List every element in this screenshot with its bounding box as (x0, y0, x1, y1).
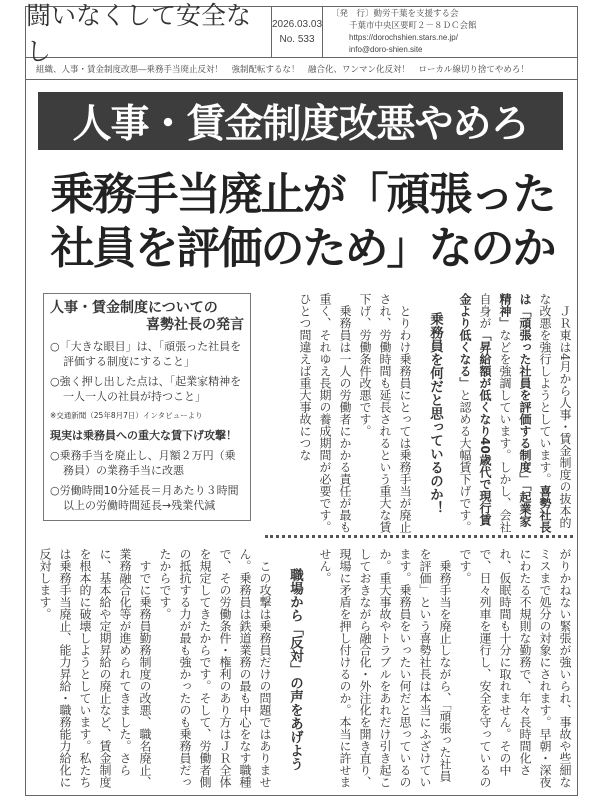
president-remarks-box (43, 293, 251, 521)
text: と認める大幅賃下げです。 (458, 389, 472, 533)
publisher-info (323, 7, 577, 57)
reality-item: ○労働時間10分延長＝月あたり３時間以上の労働時間延長→残業代減 (50, 484, 239, 512)
reality-heading: 現実は乗務員への重大な賃下げ攻撃！ (50, 429, 237, 442)
box-title (50, 300, 244, 334)
section-heading: 乗務員を何だと思っているのか！ (427, 311, 443, 515)
emphasis: 喜勢社長は「頑張った社員を評価する制度」「起業家精神」 (498, 293, 552, 533)
publisher-address: 千葉市中央区要町２－８ＤＣ会館 (349, 20, 477, 31)
article-paragraph: がりかねない緊張が強いられ、事故や些細なミスまで処分の対象にされます。早朝・深夜にわたる不規則な勤務で、年々長時間化され、仮眠時間も十分に取れません。その中で、日々列車を運行し、安全を守っているのです。 (458, 548, 572, 788)
article-paragraph: すでに乗務員勤務制度の改悪、職名廃止、業務融合化等が進められてきました。さらに、基本給や定期昇給の廃止など、賃金制度を根本的に破壊しようとしています。私たちは乗務手当廃止、能力昇給・職務能力給化に反対します。 (38, 548, 152, 788)
headline-line-1: 乗務手当廃止が「頑張った (50, 169, 555, 220)
headline-line-2: 社員を評価のため」なのか (50, 223, 555, 274)
issue-info (272, 7, 323, 57)
text: などを強調しています。しかし、会社自身が (478, 293, 512, 533)
masthead (25, 1, 578, 66)
box-title-line-1: 人事・賃金制度についての (50, 300, 218, 316)
publisher-email[interactable]: info@doro-shien.site (349, 44, 423, 54)
newsletter-title: 闘いなくして安全なし (26, 7, 272, 57)
remark-item: ○「大きな眼目」は、「頑張った社員を評価する制度にすること」 (50, 340, 242, 368)
text: ＪＲ東は4月から人事・賃金制度の抜本的な改悪を強行しようとしています。 (538, 293, 572, 529)
publisher-name: 〔発 行〕動労千葉を支援する会 (331, 9, 459, 19)
remark-item: ○強く押し出した点は、「起業家精神を一人一人の社員が持つこと」 (50, 375, 242, 403)
section-heading: 職場から「反対」の声をあげよう (287, 567, 303, 771)
banner-headline: 人事・賃金制度改悪やめろ (38, 92, 563, 150)
article-upper (263, 293, 575, 533)
emphasis: 「昇給額が低くなり40歳代で現行賃金より低くなる」 (458, 293, 492, 526)
issue-date: 2026.03.03 (271, 19, 323, 30)
slogan-bar: 組織、人事・賃金制度改悪―乗務手当廃止反対！ 強制配転するな！ 融合化、ワンマン化反対！ ローカル線切り捨てやめろ！ (25, 58, 578, 80)
article-paragraph: 乗務手当を廃止しながら、「頑張った社員を評価」という喜勢社長は本当にふざけています。乗務員をいったい何だと思っているのか。重大事故やトラブルをあれだけ引き起こしておきながら融合化・外注化を開き直り、現場に矛盾を押し付けるのか。本当に許せません。 (318, 548, 452, 788)
article-paragraph: とりわけ乗務員にとっては乗務手当が廃止され、労働時間も延長されるという重大な賃下げ、労働条件改悪です。 (358, 293, 412, 533)
source-note: ※交通新聞（25年8月7日）インタビューより (50, 411, 203, 420)
reality-item: ○乗務手当を廃止し、月額２万円（乗務員）の業務手当に改悪 (50, 449, 236, 477)
article-paragraph: この攻撃は乗務員だけの問題ではありません。乗務員は鉄道業務の最も中心をなす職種で、その労働条件・権利のあり方はＪＲ全体を規定してきたからです。そして、労働者側の抵抗する力が最も強かったのも乗務員だったからです。 (158, 548, 272, 788)
article-paragraph (455, 293, 575, 533)
box-title-line-2: 喜勢社長の発言 (146, 317, 244, 333)
article-paragraph: 乗務員は一人の労働者にかかる責任が最も重く、それゆえ長期の養成期間が必要です。ひとつ間違えば重大事故につな (298, 293, 352, 533)
publisher-website[interactable]: https://dorochshien.stars.ne.jp/ (349, 33, 458, 42)
section-divider (265, 535, 573, 538)
article-lower (30, 548, 575, 790)
issue-number: No. 533 (279, 34, 315, 45)
